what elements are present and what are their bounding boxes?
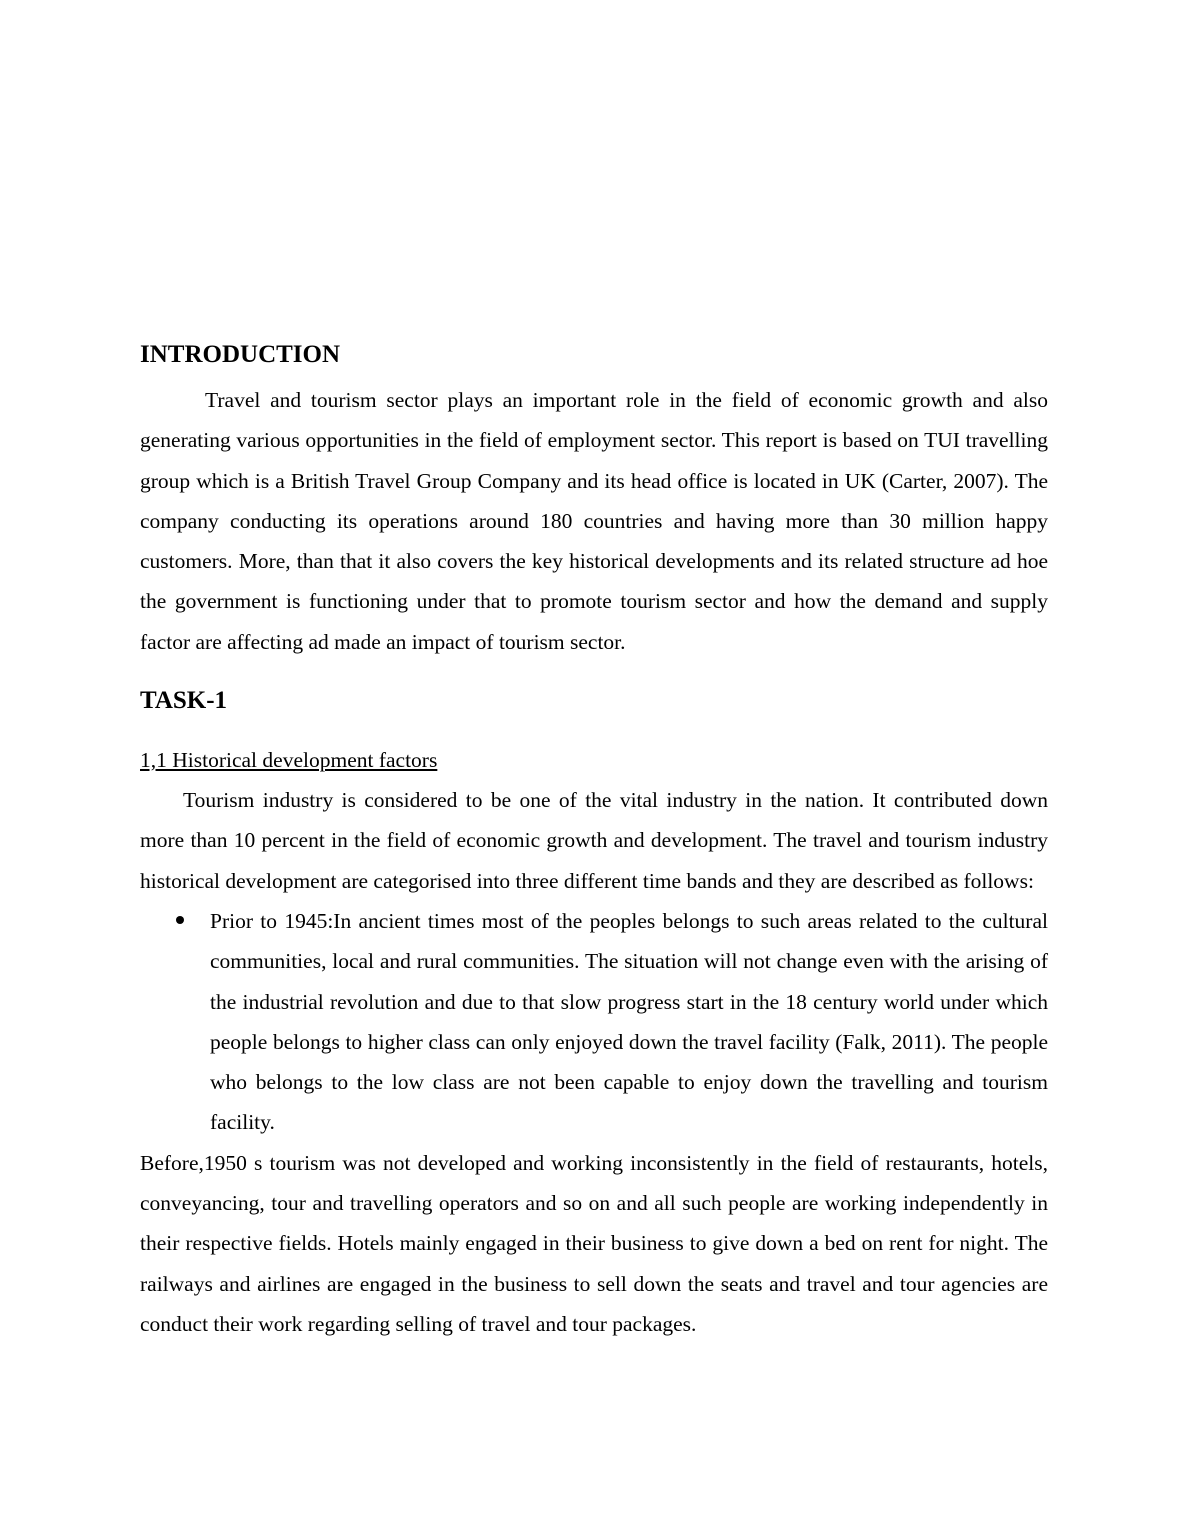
introduction-heading: INTRODUCTION bbox=[140, 341, 341, 368]
bullet-icon bbox=[176, 916, 184, 924]
bullet-text: Prior to 1945:In ancient times most of the peoples belongs to such areas related to the cultural communities, local and rural communities. The situation will not change even with the arising of the industrial revolution and due to that slow progress start in the 18 century world under which people belongs to higher class can only enjoyed down the travel facility (Falk, 2011). The people who belongs to the low class are not been capable to enjoy down the travelling and tourism facility. bbox=[210, 908, 1048, 1135]
task1-paragraph: Tourism industry is considered to be one of the vital industry in the nation. It contributed down more than 10 percent in the field of economic growth and development. The travel and tourism industry historical development are categorised into three different time bands and they are described as follows: bbox=[140, 788, 1048, 893]
task1-subheading: 1,1 Historical development factors bbox=[140, 748, 438, 773]
introduction-paragraph: Travel and tourism sector plays an important role in the field of economic growth and also generating various opportunities in the field of employment sector. This report is based on TUI travelling group which is a British Travel Group Company and its head office is located in UK (Carter, 2007). The company conducting its operations around 180 countries and having more than 30 million happy customers. More, than that it also covers the key historical developments and its related structure ad hoe the government is functioning under that to promote tourism sector and how the demand and supply factor are affecting ad made an impact of tourism sector. bbox=[140, 388, 1048, 654]
task1-heading: TASK-1 bbox=[140, 687, 228, 715]
bullet-item bbox=[140, 901, 1048, 1143]
task1-bullet-list bbox=[140, 901, 1048, 1143]
task1-closing-paragraph: Before,1950 s tourism was not developed and working inconsistently in the field of restaurants, hotels, conveyancing, tour and travelling operators and so on and all such people are working independently in their respective fields. Hotels mainly engaged in their business to give down a bed on rent for night. The railways and airlines are engaged in the business to sell down the seats and travel and tour agencies are conduct their work regarding selling of travel and tour packages. bbox=[140, 1150, 1048, 1336]
document-page bbox=[140, 330, 1048, 1344]
